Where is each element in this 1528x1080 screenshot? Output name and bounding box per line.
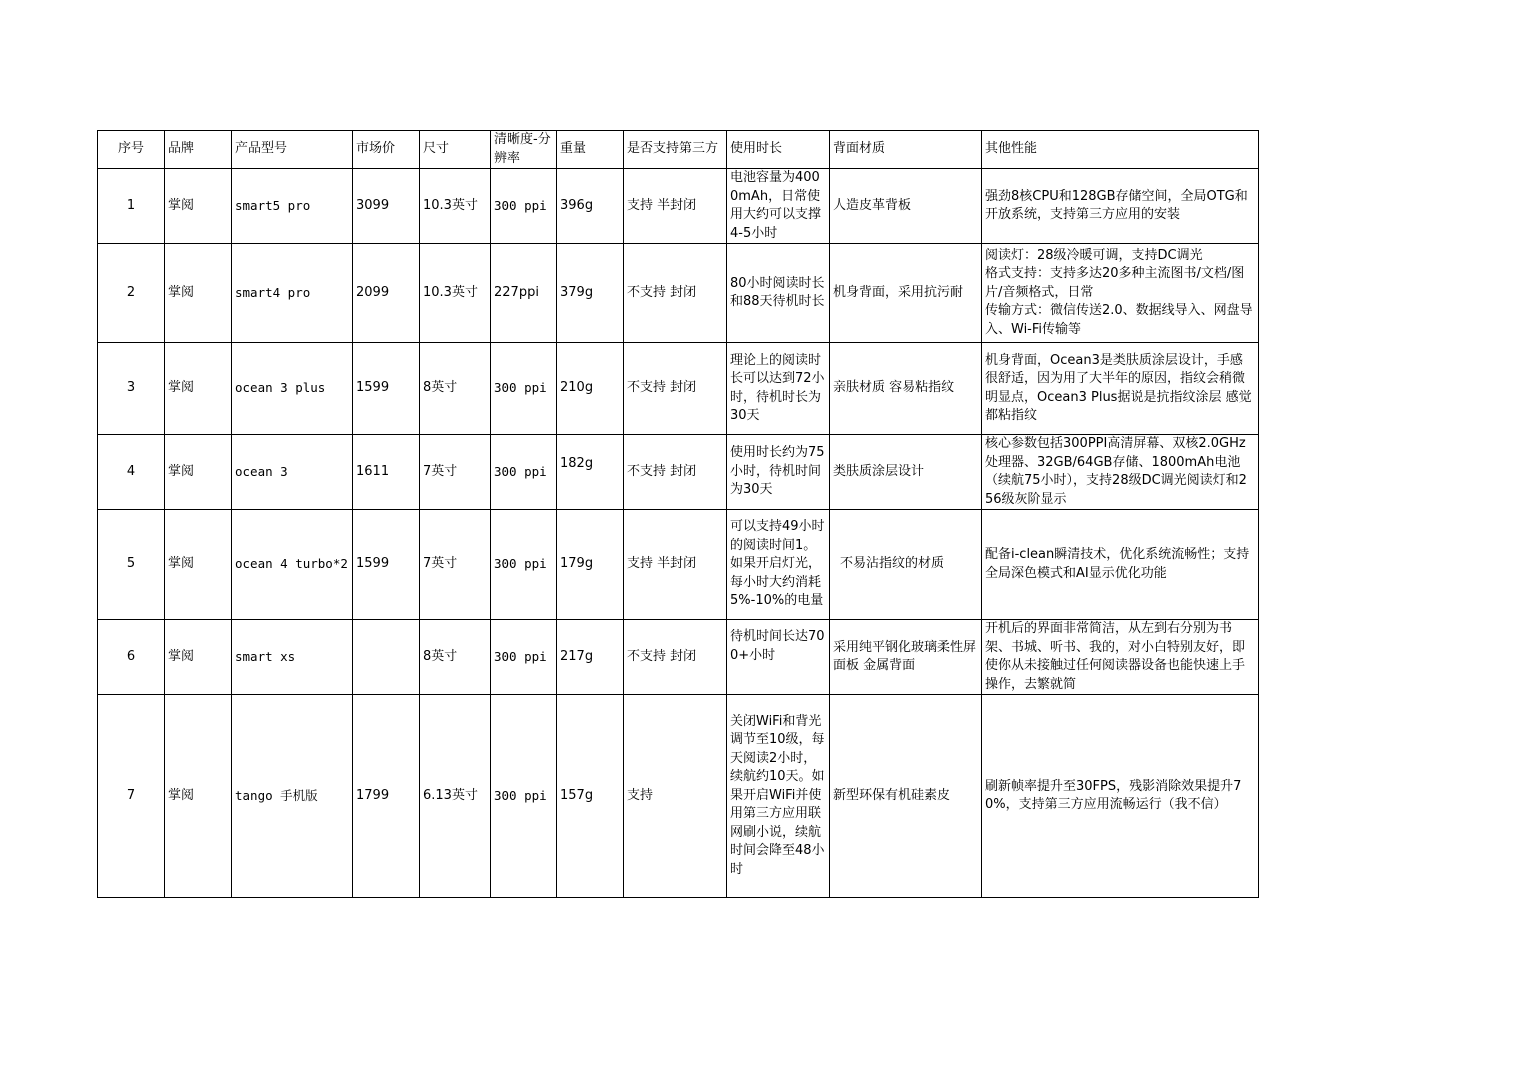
cell-back: 采用纯平钢化玻璃柔性屏面板 金属背面 — [830, 620, 982, 695]
cell-resolution: 300 ppi — [491, 695, 557, 898]
cell-battery: 可以支持49小时的阅读时间1。如果开启灯光，每小时大约消耗5%-10%的电量 — [727, 510, 830, 620]
cell-back: 人造皮革背板 — [830, 169, 982, 244]
cell-index: 1 — [98, 169, 165, 244]
cell-resolution: 300 ppi — [491, 343, 557, 435]
cell-third-party: 支持 半封闭 — [624, 510, 727, 620]
header-row — [98, 131, 1259, 169]
header-index: 序号 — [98, 131, 165, 169]
header-other: 其他性能 — [982, 131, 1259, 169]
cell-model: ocean 4 turbo*2 — [232, 510, 353, 620]
cell-model: smart4 pro — [232, 244, 353, 343]
cell-weight: 157g — [557, 695, 624, 898]
table-row — [98, 244, 1259, 343]
cell-battery: 使用时长约为75小时，待机时间为30天 — [727, 435, 830, 510]
header-battery: 使用时长 — [727, 131, 830, 169]
comparison-table — [97, 130, 1259, 898]
header-back: 背面材质 — [830, 131, 982, 169]
header-resolution: 清晰度-分辨率 — [491, 131, 557, 169]
header-brand: 品牌 — [165, 131, 232, 169]
cell-weight: 379g — [557, 244, 624, 343]
cell-price: 1799 — [353, 695, 420, 898]
cell-model: ocean 3 — [232, 435, 353, 510]
cell-battery: 待机时间长达700+小时 — [727, 620, 830, 695]
cell-price: 1599 — [353, 510, 420, 620]
cell-other: 刷新帧率提升至30FPS，残影消除效果提升70%，支持第三方应用流畅运行（我不信） — [982, 695, 1259, 898]
cell-third-party: 不支持 封闭 — [624, 435, 727, 510]
table-row — [98, 510, 1259, 620]
cell-third-party: 支持 半封闭 — [624, 169, 727, 244]
cell-resolution: 300 ppi — [491, 435, 557, 510]
cell-model: smart5 pro — [232, 169, 353, 244]
table-row — [98, 435, 1259, 510]
header-third-party: 是否支持第三方 — [624, 131, 727, 169]
cell-brand: 掌阅 — [165, 510, 232, 620]
cell-size: 8英寸 — [420, 343, 491, 435]
cell-brand: 掌阅 — [165, 343, 232, 435]
header-price: 市场价 — [353, 131, 420, 169]
cell-back: 不易沾指纹的材质 — [830, 510, 982, 620]
cell-other: 核心参数包括300PPI高清屏幕、双核2.0GHz处理器、32GB/64GB存储、1800mAh电池（续航75小时），支持28级DC调光阅读灯和256级灰阶显示 — [982, 435, 1259, 510]
cell-brand: 掌阅 — [165, 695, 232, 898]
cell-third-party: 支持 — [624, 695, 727, 898]
cell-weight: 396g — [557, 169, 624, 244]
cell-price — [353, 620, 420, 695]
cell-battery: 电池容量为4000mAh，日常使用大约可以支撑4-5小时 — [727, 169, 830, 244]
cell-brand: 掌阅 — [165, 244, 232, 343]
cell-back: 机身背面，采用抗污耐 — [830, 244, 982, 343]
cell-resolution: 300 ppi — [491, 169, 557, 244]
cell-price: 3099 — [353, 169, 420, 244]
cell-model: smart xs — [232, 620, 353, 695]
cell-size: 8英寸 — [420, 620, 491, 695]
table-row — [98, 695, 1259, 898]
cell-size: 10.3英寸 — [420, 244, 491, 343]
cell-battery: 关闭WiFi和背光调节至10级，每天阅读2小时，续航约10天。如果开启WiFi并使用第三方应用联网刷小说，续航时间会降至48小时 — [727, 695, 830, 898]
cell-weight: 217g — [557, 620, 624, 695]
cell-resolution: 300 ppi — [491, 510, 557, 620]
cell-size: 7英寸 — [420, 510, 491, 620]
cell-weight: 179g — [557, 510, 624, 620]
cell-index: 3 — [98, 343, 165, 435]
cell-battery: 理论上的阅读时长可以达到72小时，待机时长为30天 — [727, 343, 830, 435]
cell-third-party: 不支持 封闭 — [624, 343, 727, 435]
cell-index: 4 — [98, 435, 165, 510]
cell-size: 10.3英寸 — [420, 169, 491, 244]
header-weight: 重量 — [557, 131, 624, 169]
cell-third-party: 不支持 封闭 — [624, 244, 727, 343]
cell-model: tango 手机版 — [232, 695, 353, 898]
cell-index: 7 — [98, 695, 165, 898]
cell-resolution: 300 ppi — [491, 620, 557, 695]
cell-brand: 掌阅 — [165, 435, 232, 510]
cell-price: 2099 — [353, 244, 420, 343]
cell-weight: 210g — [557, 343, 624, 435]
cell-other: 机身背面，Ocean3是类肤质涂层设计，手感很舒适，因为用了大半年的原因，指纹会稍微明显点，Ocean3 Plus据说是抗指纹涂层 感觉都粘指纹 — [982, 343, 1259, 435]
table-row — [98, 620, 1259, 695]
table-row — [98, 169, 1259, 244]
cell-third-party: 不支持 封闭 — [624, 620, 727, 695]
cell-other: 配备i-clean瞬清技术，优化系统流畅性；支持全局深色模式和AI显示优化功能 — [982, 510, 1259, 620]
cell-back: 亲肤材质 容易粘指纹 — [830, 343, 982, 435]
cell-battery: 80小时阅读时长和88天待机时长 — [727, 244, 830, 343]
header-size: 尺寸 — [420, 131, 491, 169]
cell-resolution: 227ppi — [491, 244, 557, 343]
cell-other: 强劲8核CPU和128GB存储空间，全局OTG和开放系统，支持第三方应用的安装 — [982, 169, 1259, 244]
cell-size: 6.13英寸 — [420, 695, 491, 898]
cell-other: 开机后的界面非常简洁，从左到右分别为书架、书城、听书、我的，对小白特别友好，即使你从未接触过任何阅读器设备也能快速上手操作，去繁就简 — [982, 620, 1259, 695]
cell-model: ocean 3 plus — [232, 343, 353, 435]
cell-brand: 掌阅 — [165, 620, 232, 695]
cell-size: 7英寸 — [420, 435, 491, 510]
cell-back: 新型环保有机硅素皮 — [830, 695, 982, 898]
cell-price: 1599 — [353, 343, 420, 435]
table-row — [98, 343, 1259, 435]
cell-brand: 掌阅 — [165, 169, 232, 244]
cell-index: 6 — [98, 620, 165, 695]
cell-price: 1611 — [353, 435, 420, 510]
header-model: 产品型号 — [232, 131, 353, 169]
cell-weight: 182g — [557, 435, 624, 510]
cell-other: 阅读灯：28级冷暖可调，支持DC调光 格式支持：支持多达20多种主流图书/文档/图片/音频格式，日常 传输方式：微信传送2.0、数据线导入、网盘导入、Wi-Fi传输等 — [982, 244, 1259, 343]
cell-index: 2 — [98, 244, 165, 343]
cell-back: 类肤质涂层设计 — [830, 435, 982, 510]
cell-index: 5 — [98, 510, 165, 620]
